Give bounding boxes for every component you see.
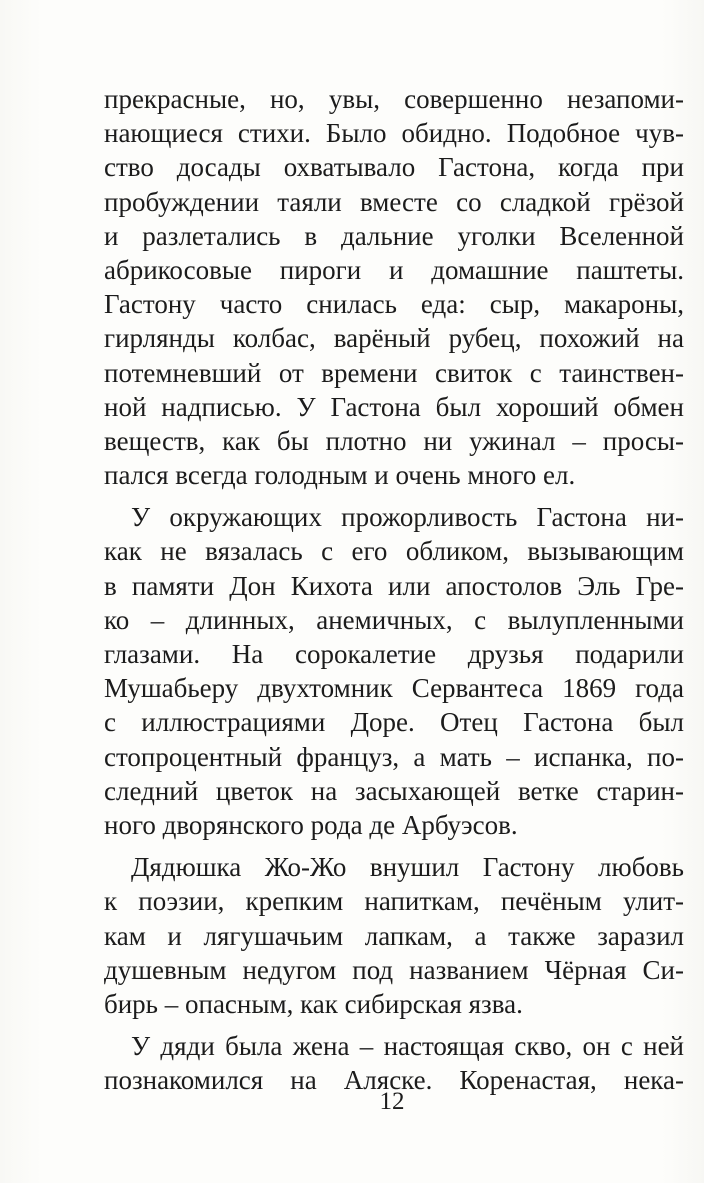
text-line: Гастону часто снилась еда: сыр, макароны,: [104, 289, 684, 320]
text-line: стопроцентный француз, а мать – испанка, по-: [104, 741, 684, 772]
text-line: ного дворянского рода де Арбуэсов.: [104, 809, 518, 840]
paragraph: [104, 850, 684, 1021]
text-line: следний цветок на засыхающей ветке старин-: [104, 775, 684, 806]
body-text: [104, 82, 684, 1097]
paragraph: [104, 82, 684, 492]
paragraph-gap: [104, 1021, 684, 1029]
text-line: абрикосовые пироги и домашние паштеты.: [104, 254, 684, 285]
paragraph-gap: [104, 492, 684, 500]
text-line: и разлетались в дальние уголки Вселенной: [104, 220, 684, 251]
text-line: пался всегда голодным и очень много ел.: [104, 460, 576, 491]
text-line: У дяди была жена – настоящая скво, он с ней: [131, 1031, 684, 1062]
text-line: бирь – опасным, как сибирская язва.: [104, 988, 523, 1019]
text-line: глазами. На сорокалетие друзья подарили: [104, 639, 684, 669]
paragraph: [104, 500, 684, 842]
text-line: потемневший от времени свиток с таинствен-: [104, 357, 684, 388]
text-line: пробуждении таяли вместе со сладкой грёзой: [104, 186, 684, 217]
text-line: кам и лягушачьим лапкам, а также заразил: [104, 920, 684, 951]
paragraph-gap: [104, 842, 684, 850]
text-line: в памяти Дон Кихота или апостолов Эль Гре-: [104, 570, 684, 601]
text-line: ство досады охватывало Гастона, когда при: [104, 152, 684, 183]
text-line: ко – длинных, анемичных, с вылупленными: [104, 604, 684, 635]
page-number: 12: [379, 1088, 405, 1115]
text-line: как не вязалась с его обликом, вызывающим: [104, 536, 684, 567]
text-line: с иллюстрациями Доре. Отец Гастона был: [104, 707, 684, 738]
text-line: к поэзии, крепким напиткам, печёным улит-: [104, 886, 684, 917]
text-line: веществ, как бы плотно ни ужинал – просы-: [104, 425, 684, 456]
text-line: Мушабьеру двухтомник Сервантеса 1869 года: [104, 673, 684, 704]
text-line: познакомился на Аляске. Коренастая, нека-: [104, 1065, 684, 1096]
text-line: душевным недугом под названием Чёрная Си-: [104, 954, 684, 985]
text-line: У окружающих прожорливость Гастона ни-: [131, 502, 684, 533]
text-line: ной надписью. У Гастона был хороший обмен: [104, 391, 684, 422]
text-line: гирлянды колбас, варёный рубец, похожий на: [104, 323, 684, 354]
text-line: прекрасные, но, увы, совершенно незапоми-: [104, 84, 684, 114]
text-line: нающиеся стихи. Было обидно. Подобное чув-: [104, 118, 684, 149]
text-line: Дядюшка Жо-Жо внушил Гастону любовь: [131, 852, 684, 883]
